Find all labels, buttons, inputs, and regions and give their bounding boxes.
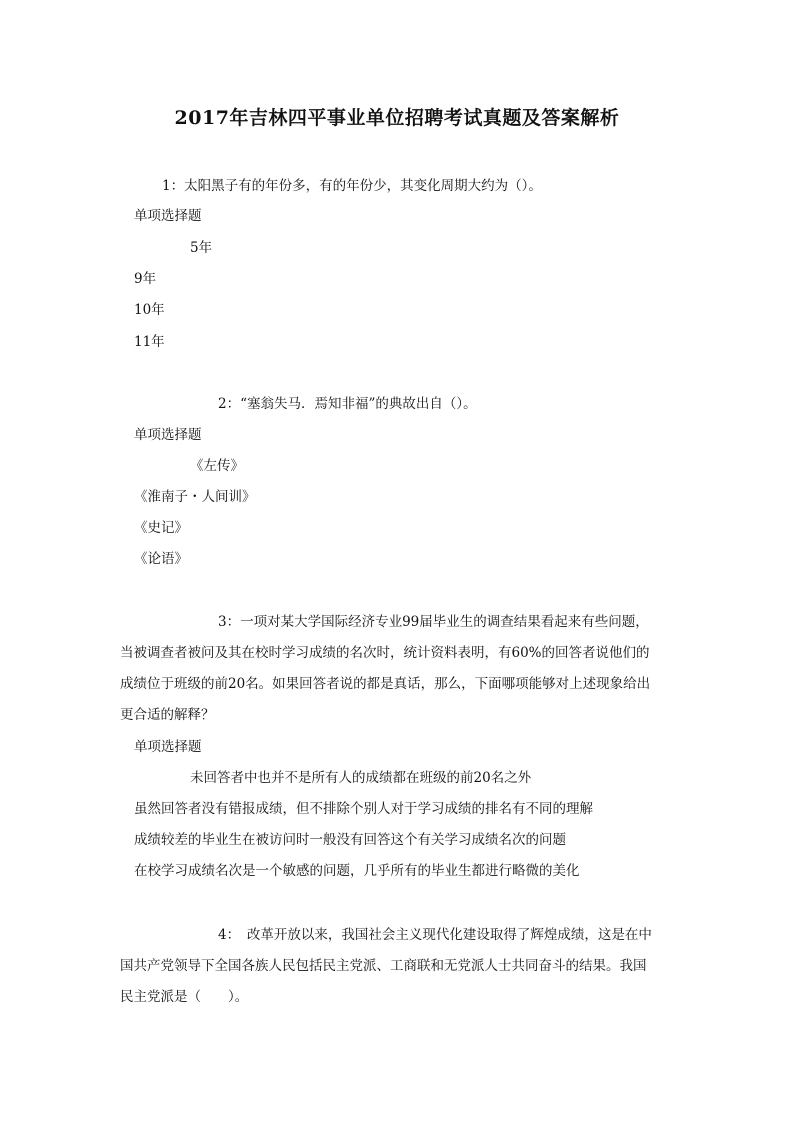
question-2-stem: 2：“塞翁失马．焉知非福”的典故出自（）。: [218, 396, 477, 412]
question-1-option-a: 5年: [190, 240, 213, 256]
question-3-option-d: 在校学习成绩名次是一个敏感的问题，几乎所有的毕业生都进行略微的美化: [134, 863, 580, 879]
question-4-stem-line-3: 民主党派是（ ）。: [120, 989, 249, 1005]
question-3-stem-line-3: 成绩位于班级的前20名。如果回答者说的都是真话，那么，下面哪项能够对上述现象给出: [120, 676, 651, 692]
question-4-stem-line-2: 国共产党领导下全国各族人民包括民主党派、工商联和无党派人士共同奋斗的结果。我国: [120, 958, 647, 974]
question-3-stem-line-2: 当被调查者被问及其在校时学习成绩的名次时，统计资料表明，有60%的回答者说他们的: [120, 645, 650, 661]
question-3-stem-line-1: 3：一项对某大学国际经济专业99届毕业生的调查结果看起来有些问题，: [218, 614, 649, 630]
question-3-type: 单项选择题: [134, 739, 202, 755]
question-1-option-d: 11年: [134, 334, 165, 350]
question-4-stem-line-1: 4： 改革开放以来，我国社会主义现代化建设取得了辉煌成绩，这是在中: [218, 927, 652, 943]
question-2-option-d: 《论语》: [134, 551, 188, 567]
question-1-option-c: 10年: [134, 302, 165, 318]
question-2-option-b: 《淮南子・人间训》: [134, 489, 256, 505]
document-title: 2017年吉林四平事业单位招聘考试真题及答案解析: [174, 107, 620, 129]
question-2-type: 单项选择题: [134, 427, 202, 443]
question-2-option-a: 《左传》: [190, 458, 244, 474]
question-3-stem-line-4: 更合适的解释？: [120, 707, 215, 723]
question-3-option-c: 成绩较差的毕业生在被访问时一般没有回答这个有关学习成绩名次的问题: [134, 832, 566, 848]
question-1-type: 单项选择题: [134, 208, 202, 224]
question-3-option-b: 虽然回答者没有错报成绩，但不排除个别人对于学习成绩的排名有不同的理解: [134, 801, 593, 817]
question-1-option-b: 9年: [134, 271, 157, 287]
question-3-option-a: 未回答者中也并不是所有人的成绩都在班级的前20名之外: [190, 770, 532, 786]
question-1-stem: 1：太阳黑子有的年份多，有的年份少，其变化周期大约为（）。: [162, 178, 542, 194]
question-2-option-c: 《史记》: [134, 520, 188, 536]
